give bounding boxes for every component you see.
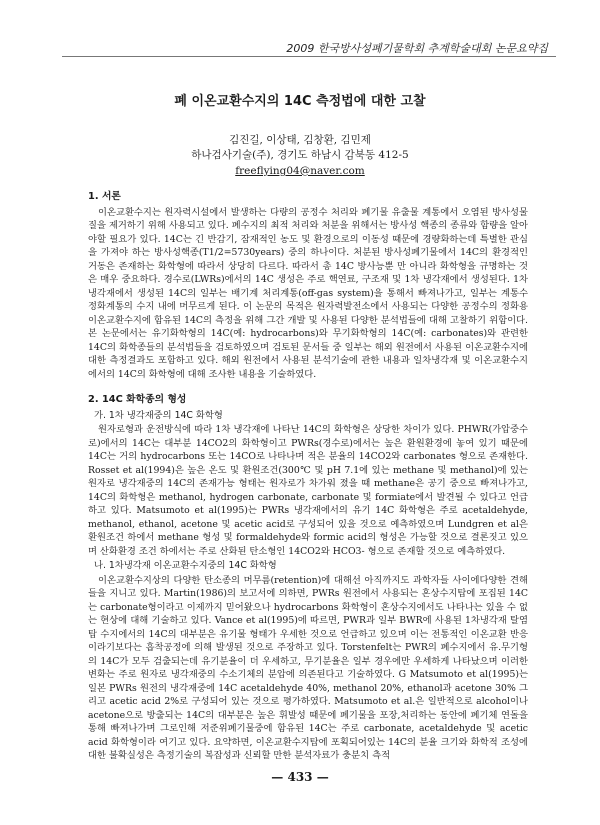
section-1-paragraph: 이온교환수지는 원자력시설에서 발생하는 다량의 공정수 처리와 폐기물 유출물 계통에서 오염된 방사성물질을 제거하기 위해 사용되고 있다. 폐수지의 최적 처리와 처분을 위해서는 방사성 핵종의 종류와 함량을 알아야할 필요가 있다. 14C는 긴 반감기, 잠재적인 농도 및 환경으로의 이동성 때문에 경량화하는데 특별한 관심을 가져야 하는 방사성핵종(T1/2=5730years) 중의 하나이다. 처분된 방사성폐기물에서 14C의 환경적인 거동은 존재하는 화학형에 따라서 상당히 다르다. 따라서 총 14C 방사능뿐 만 아니라 화학형을 규명하는 것은 매우 중요하다. 경수로(LWRs)에서의 14C 생성은 주로 핵연료, 구조재 및 1차 냉각재에서 생성된다. 1차 냉각재에서 생성된 14C의 일부는 배기계 처리계통(off-gas system)을 통해서 빠져나가고, 일부는 계통수 정화계통의 수지 내에 머무르게 된다. 이 논문의 목적은 원자력발전소에서 사용되는 다양한 공정수의 정화용 이온교환수지에 함유된 14C의 측정을 위해 그간 개발 및 사용된 다양한 분석법들에 대해 고찰하기 위함이다. 본 논문에서는 유기화학형의 14C(예: hydrocarbons)와 무기화학형의 14C(예: carbonates)와 관련한 14C의 화학종들의 분석법들을 검토하였으며 검토된 문서들 중 일부는 해외 원전에서 사용된 이온교환수지에 대한 측정결과도 포함하고 있다. 해외 원전에서 사용된 분석기술에 관한 내용과 일차냉각재 및 이온교환수지에서의 14C의 화학형에 대해 조사한 내용을 기술하였다. [88, 206, 528, 380]
contact-email[interactable]: freeflying04@naver.com [235, 165, 365, 177]
affiliation: 하나검사기술(주), 경기도 하남시 감북동 412-5 [191, 149, 409, 161]
subsection-b-paragraph: 이온교환수지상의 다양한 탄소종의 머무름(retention)에 대해선 아직까지도 과학자들 사이에다양한 견해들을 지니고 있다. Martin(1986)의 보고서에 의하면, PWRs 원전에서 사용되는 혼상수지탑에 포집된 14C는 carbonate형이라고 이제까지 믿어왔으나 hydrocarbons 화학형이 혼상수지에서도 나타나는 있을 수 없는 현상에 대해 기술하고 있다. Vance et al(1995)에 따르면, PWR과 일부 BWR에 사용된 1차냉각재 탈염탑 수지에서의 14C의 대부분은 유기물 형태가 우세한 것으로 언급하고 있으며 이는 전통적인 이온교환 반응이라기보다는 흡착공정에 의해 발생된 것으로 주장하고 있다. Torstenfelt는 PWR의 폐수지에서 유.무기형의 14C가 모두 검출되는데 유기분율이 더 우세하고, 무기분율은 일부 경우에만 우세하게 나타났으며 이러한 변화는 주로 원자로 냉각재중의 수소기체의 분압에 의존된다고 기술하였다. G Matsumoto et al(1995)는 일본 PWRs 원전의 냉각재중에 14C acetaldehyde 40%, methanol 20%, ethanol과 acetone 30% 그리고 acetic acid 2%로 구성되어 있는 것으로 평가하였다. Matsumoto et al.은 일반적으로 alcohol이나 acetone으로 방출되는 14C의 대부분은 높은 휘발성 때문에 폐기물을 포장,처리하는 동안에 폐기체 연돌을 통해 빠져나가며 그로인해 저준위폐기물중에 함유된 14C는 주로 carbonate, acetaldehyde 및 acetic acid 화학형이라 여기고 있다. 요약하면, 이온교환수지탑에 포획되어있는 14C의 분율 크기와 화학적 조성에 대한 불확실성은 측정기술의 복잡성과 신뢰할 만한 분석자료가 충분치 측적 [88, 574, 528, 761]
subsection-a-heading: 가. 1차 냉각재중의 14C 화학형 [94, 409, 223, 421]
paper-title: 폐 이온교환수지의 14C 측정법에 대한 고찰 [174, 94, 426, 109]
section-2-heading: 2. 14C 화학종의 형성 [88, 394, 187, 405]
journal-header: 2009 한국방사성폐기물학회 추계학술대회 논문요약집 [286, 42, 548, 55]
paper-body [88, 180, 528, 763]
header-rule [62, 56, 556, 57]
subsection-b-heading: 나. 1차냉각재 이온교환수지중의 14C 화학형 [94, 560, 277, 571]
page-number: — 433 — [271, 770, 329, 784]
subsection-a-paragraph: 원자로형과 운전방식에 따라 1차 냉각재에 나타난 14C의 화학형은 상당한 차이가 있다. PHWR(가압중수로)에서의 14C는 대부분 14CO2의 화학형이고 PWRs(경수로)에서는 높은 환원환경에 놓여 있기 때문에 14C는 거의 hydrocarbons 또는 14CO로 나타나며 적은 분율의 14CO2와 carbonates 형으로 존재한다. Rosset et al(1994)은 높은 온도 및 환원조건(300℃ 및 pH 7.1에 있는 methane 및 methanol)에 있는 원자로 냉각재중의 14C의 존재가능 형태는 원자로가 차가워 졌을 때 methane은 공기 중으로 빠져나가고, 14C의 화학형은 methanol, hydrogen carbonate, carbonate 및 formiate에서 발견될 수 있다고 언급하고 있다. Matsumoto et al(1995)는 PWRs 냉각재에서의 유기 14C 화학형은 주로 acetaldehyde, methanol, ethanol, acetone 및 acetic acid로 구성되어 있을 것으로 예측하였으며 Lundgren et al은 환원조건 하에서 methane 형성 및 formaldehyde와 formic acid의 형성은 가능할 것으로 결론짓고 있으며 산화환경 조건 하에서는 주로 산화된 탄소형인 14CO2와 HCO3- 형으로 존재할 것으로 예측하였다. [88, 424, 528, 557]
section-1-heading: 1. 서론 [88, 191, 121, 202]
author-list: 김진길, 이상태, 김창환, 김민제 [229, 134, 371, 146]
